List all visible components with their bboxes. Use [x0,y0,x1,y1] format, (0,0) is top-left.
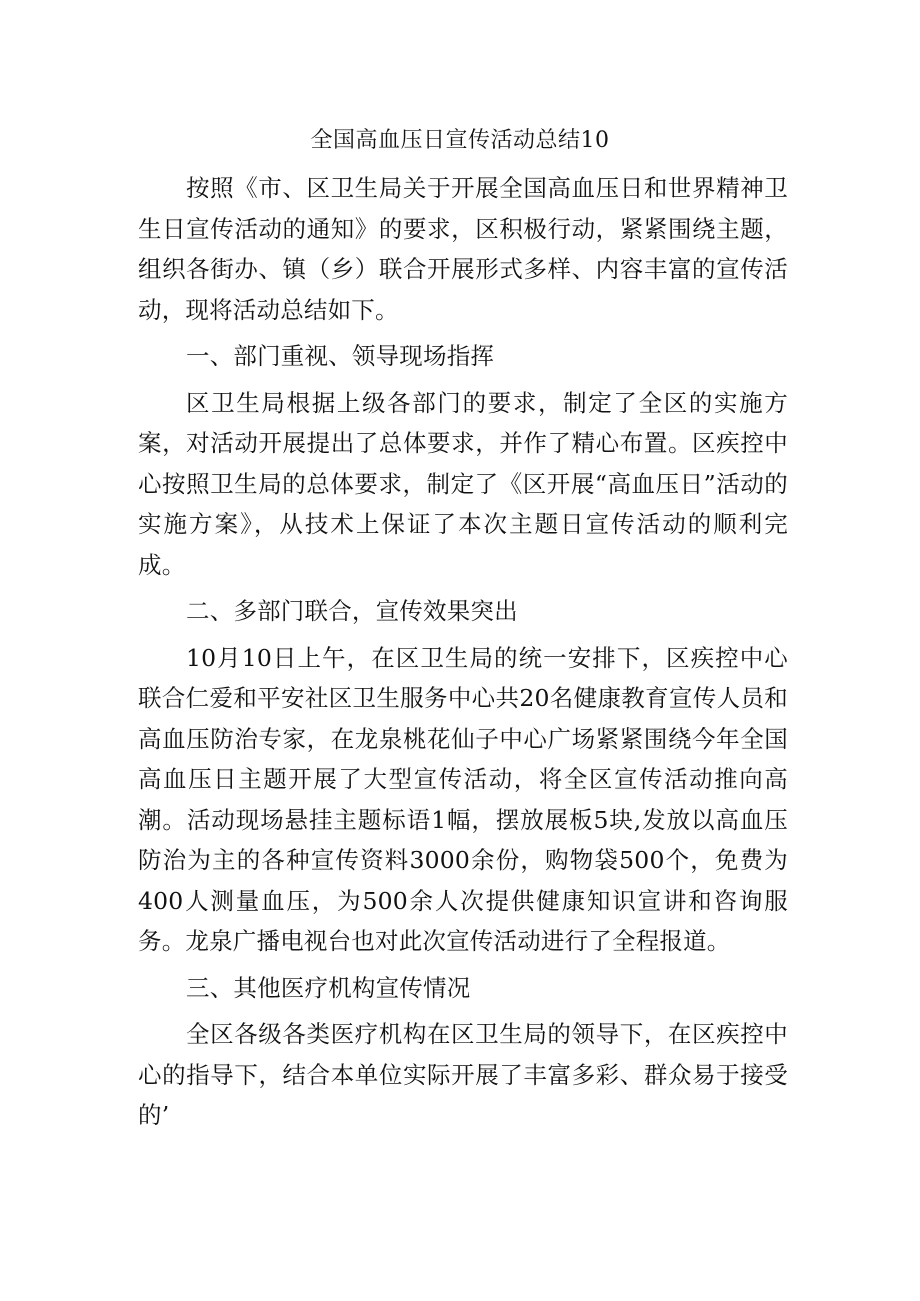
section-heading-3: 三、其他医疗机构宣传情况 [186,973,471,1002]
section-paragraph-2: 10月10日上午，在区卫生局的统一安排下，区疾控中心联合仁爱和平安社区卫生服务中心共20名健康教育宣传人员和高血压防治专家，在龙泉桃花仙子中心广场紧紧围绕今年全国高血压日主题开展了大型宣传活动，将全区宣传活动推向高潮。活动现场悬挂主题标语1幅，摆放展板5块,发放以高血压防治为主的各种宣传资料3000余份，购物袋500个，免费为400人测量血压，为500余人次提供健康知识宣讲和咨询服务。龙泉广播电视台也对此次宣传活动进行了全程报道。 [138,643,788,955]
section-paragraph-1: 区卫生局根据上级各部门的要求，制定了全区的实施方案，对活动开展提出了总体要求，并作了精心布置。区疾控中心按照卫生局的总体要求，制定了《区开展“高血压日”活动的实施方案》，从技术上保证了本次主题日宣传活动的顺利完成。 [138,388,788,579]
section-heading-1: 一、部门重视、领导现场指挥 [186,342,495,370]
document-title: 全国高血压日宣传活动总结10 [310,128,610,153]
intro-paragraph: 按照《市、区卫生局关于开展全国高血压日和世界精神卫生日宣传活动的通知》的要求，区积极行动，紧紧围绕主题，组织各街办、镇（乡）联合开展形式多样、内容丰富的宣传活动，现将活动总结如下。 [138,174,788,324]
document-body [138,168,788,1136]
section-paragraph-3: 全区各级各类医疗机构在区卫生局的领导下，在区疾控中心的指导下，结合本单位实际开展了丰富多彩、群众易于接受的’ [138,1020,788,1129]
section-heading-2: 二、多部门联合，宣传效果突出 [186,597,518,625]
